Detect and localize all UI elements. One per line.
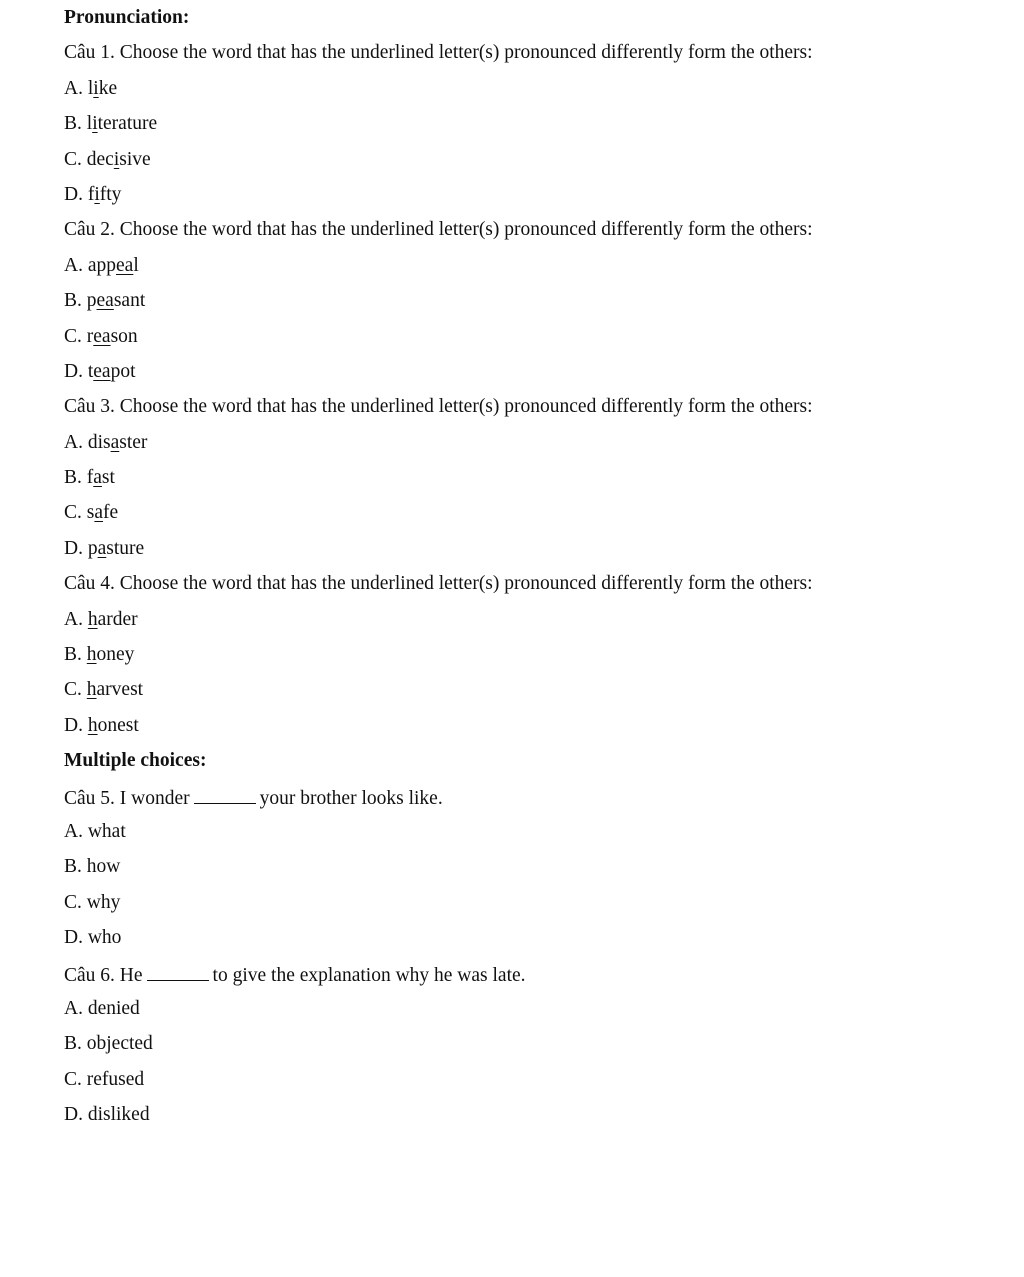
answer-option — [64, 358, 964, 393]
answer-option — [64, 641, 964, 676]
word-part: fe — [103, 502, 119, 524]
answer-option — [64, 252, 964, 287]
underlined-letters: ea — [116, 254, 134, 276]
word-part: oney — [96, 644, 135, 666]
underlined-letters: a — [94, 502, 104, 524]
question-text-before: Câu 5. I wonder — [64, 787, 190, 809]
underlined-letters: h — [87, 608, 98, 630]
option-label: D. — [64, 183, 88, 205]
answer-option — [64, 429, 964, 464]
word-part: pot — [110, 360, 136, 382]
option-label: B. — [64, 467, 87, 489]
word-part: arder — [97, 608, 138, 630]
word-part: terature — [97, 113, 158, 135]
question-prompt: Câu 4. Choose the word that has the underlined letter(s) pronounced differently form the others: — [64, 573, 813, 595]
answer-option — [64, 75, 964, 110]
question-prompt — [64, 783, 964, 818]
answer-option: C. why — [64, 891, 121, 913]
option-label: D. — [64, 537, 88, 559]
word-part: p — [87, 537, 98, 559]
underlined-letters: i — [94, 183, 100, 205]
answer-option — [64, 676, 964, 711]
answer-option — [64, 287, 964, 322]
word-part: f — [86, 467, 94, 489]
option-label: B. — [64, 644, 87, 666]
word-part: ke — [98, 77, 118, 99]
question-prompt: Câu 2. Choose the word that has the underlined letter(s) pronounced differently form the others: — [64, 219, 813, 241]
option-label: C. — [64, 325, 87, 347]
word-part: l — [87, 77, 94, 99]
answer-option — [64, 606, 964, 641]
word-part: f — [87, 183, 95, 205]
underlined-letters: a — [93, 467, 102, 489]
answer-option — [64, 323, 964, 358]
word-part: t — [87, 360, 94, 382]
answer-option — [64, 712, 964, 747]
document — [64, 4, 964, 1137]
answer-option — [64, 535, 964, 570]
word-part: app — [87, 254, 116, 276]
option-label: B. — [64, 113, 87, 135]
underlined-letters: a — [97, 537, 107, 559]
word-part: arvest — [96, 679, 144, 701]
word-part: sive — [119, 148, 151, 170]
underlined-letters: i — [92, 113, 98, 135]
underlined-letters: ea — [93, 360, 111, 382]
answer-option — [64, 464, 964, 499]
word-part: dis — [87, 431, 111, 453]
answer-option: A. what — [64, 820, 126, 842]
word-part: l — [133, 254, 139, 276]
option-label: C. — [64, 148, 87, 170]
section-heading-pronunciation: Pronunciation: — [64, 7, 190, 28]
word-part: sture — [106, 537, 145, 559]
option-label: B. — [64, 290, 87, 312]
word-part: onest — [97, 714, 139, 736]
underlined-letters: i — [113, 148, 120, 170]
underlined-letters: a — [110, 431, 120, 453]
answer-option — [64, 146, 964, 181]
answer-option — [64, 499, 964, 534]
question-prompt — [64, 960, 964, 995]
answer-option: C. refused — [64, 1068, 145, 1090]
word-part: son — [110, 325, 138, 347]
option-label: A. — [64, 77, 88, 99]
word-part: ster — [119, 431, 148, 453]
word-part: st — [101, 467, 115, 489]
answer-option — [64, 110, 964, 145]
option-label: C. — [64, 679, 87, 701]
word-part: s — [86, 502, 95, 524]
answer-blank — [147, 960, 209, 981]
answer-option: D. disliked — [64, 1104, 150, 1126]
underlined-letters: h — [86, 679, 97, 701]
word-part: p — [86, 290, 97, 312]
option-label: A. — [64, 431, 88, 453]
underlined-letters: ea — [93, 325, 111, 347]
underlined-letters: i — [93, 77, 99, 99]
answer-option — [64, 181, 964, 216]
option-label: D. — [64, 360, 88, 382]
option-label: C. — [64, 502, 87, 524]
section-heading-multiple-choice: Multiple choices: — [64, 750, 207, 772]
question-text-before: Câu 6. He — [64, 964, 143, 986]
answer-option: D. who — [64, 927, 122, 949]
underlined-letters: h — [86, 644, 97, 666]
pronunciation-section — [64, 39, 964, 747]
option-label: A. — [64, 254, 88, 276]
underlined-letters: h — [87, 714, 98, 736]
question-prompt: Câu 1. Choose the word that has the underlined letter(s) pronounced differently form the others: — [64, 42, 813, 64]
question-text-after: to give the explanation why he was late. — [212, 964, 526, 986]
word-part: sant — [113, 290, 146, 312]
answer-blank — [194, 783, 256, 804]
question-text-after: your brother looks like. — [259, 787, 443, 809]
question-prompt: Câu 3. Choose the word that has the underlined letter(s) pronounced differently form the others: — [64, 396, 813, 418]
word-part: fty — [99, 183, 122, 205]
option-label: A. — [64, 608, 88, 630]
word-part: r — [86, 325, 94, 347]
word-part: dec — [86, 148, 114, 170]
answer-option: B. how — [64, 856, 121, 878]
word-part: l — [86, 113, 93, 135]
underlined-letters: ea — [96, 290, 114, 312]
option-label: D. — [64, 714, 88, 736]
answer-option: B. objected — [64, 1033, 153, 1055]
answer-option: A. denied — [64, 997, 140, 1019]
multiple-choice-section — [64, 783, 964, 1137]
